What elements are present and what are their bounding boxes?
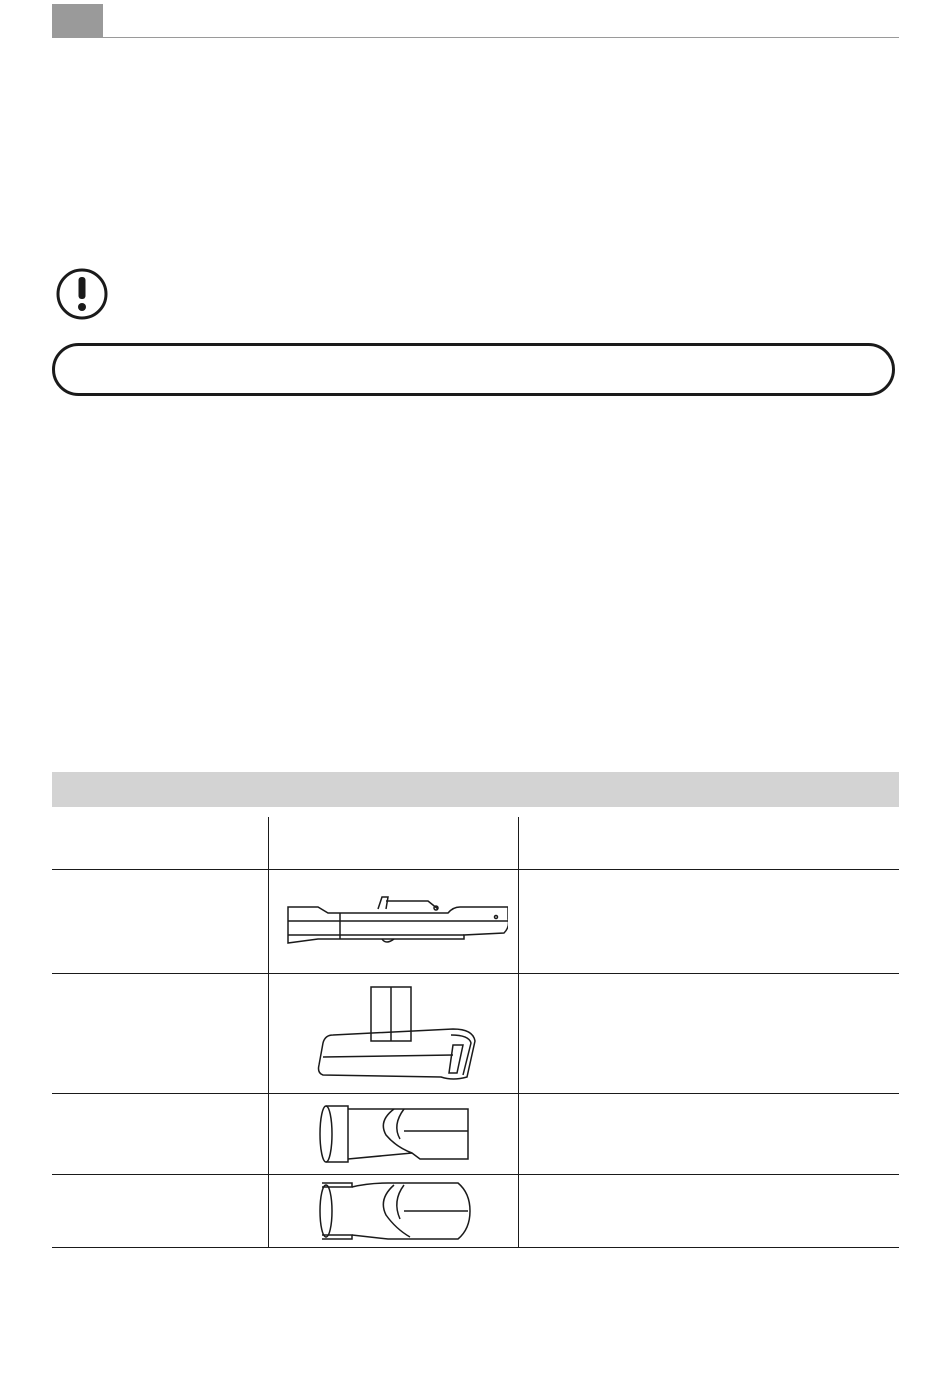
table-row <box>52 869 899 973</box>
table-header-row <box>52 817 899 869</box>
accessory-image-cell <box>268 869 518 973</box>
adapter-icon <box>308 1101 478 1167</box>
accessories-table <box>52 817 899 1248</box>
upholstery-nozzle-icon <box>303 983 483 1083</box>
section-heading-bar <box>52 772 899 807</box>
notice-box <box>52 343 895 396</box>
exclamation-circle-icon <box>55 267 109 321</box>
accessory-description <box>518 869 899 973</box>
column-header <box>518 817 899 869</box>
accessory-description <box>518 1174 899 1247</box>
accessory-name <box>52 869 268 973</box>
accessory-image-cell <box>268 1174 518 1247</box>
adapter-icon <box>308 1179 478 1243</box>
crevice-tool-icon <box>278 891 508 951</box>
header-tab <box>52 4 103 38</box>
accessory-name <box>52 1093 268 1174</box>
table-row <box>52 1093 899 1174</box>
table-row <box>52 973 899 1093</box>
accessory-description <box>518 1093 899 1174</box>
accessory-image-cell <box>268 1093 518 1174</box>
column-header <box>52 817 268 869</box>
accessory-description <box>518 973 899 1093</box>
table-row <box>52 1174 899 1247</box>
column-header <box>268 817 518 869</box>
accessory-name <box>52 1174 268 1247</box>
accessory-name <box>52 973 268 1093</box>
header-rule <box>52 37 899 38</box>
accessory-image-cell <box>268 973 518 1093</box>
